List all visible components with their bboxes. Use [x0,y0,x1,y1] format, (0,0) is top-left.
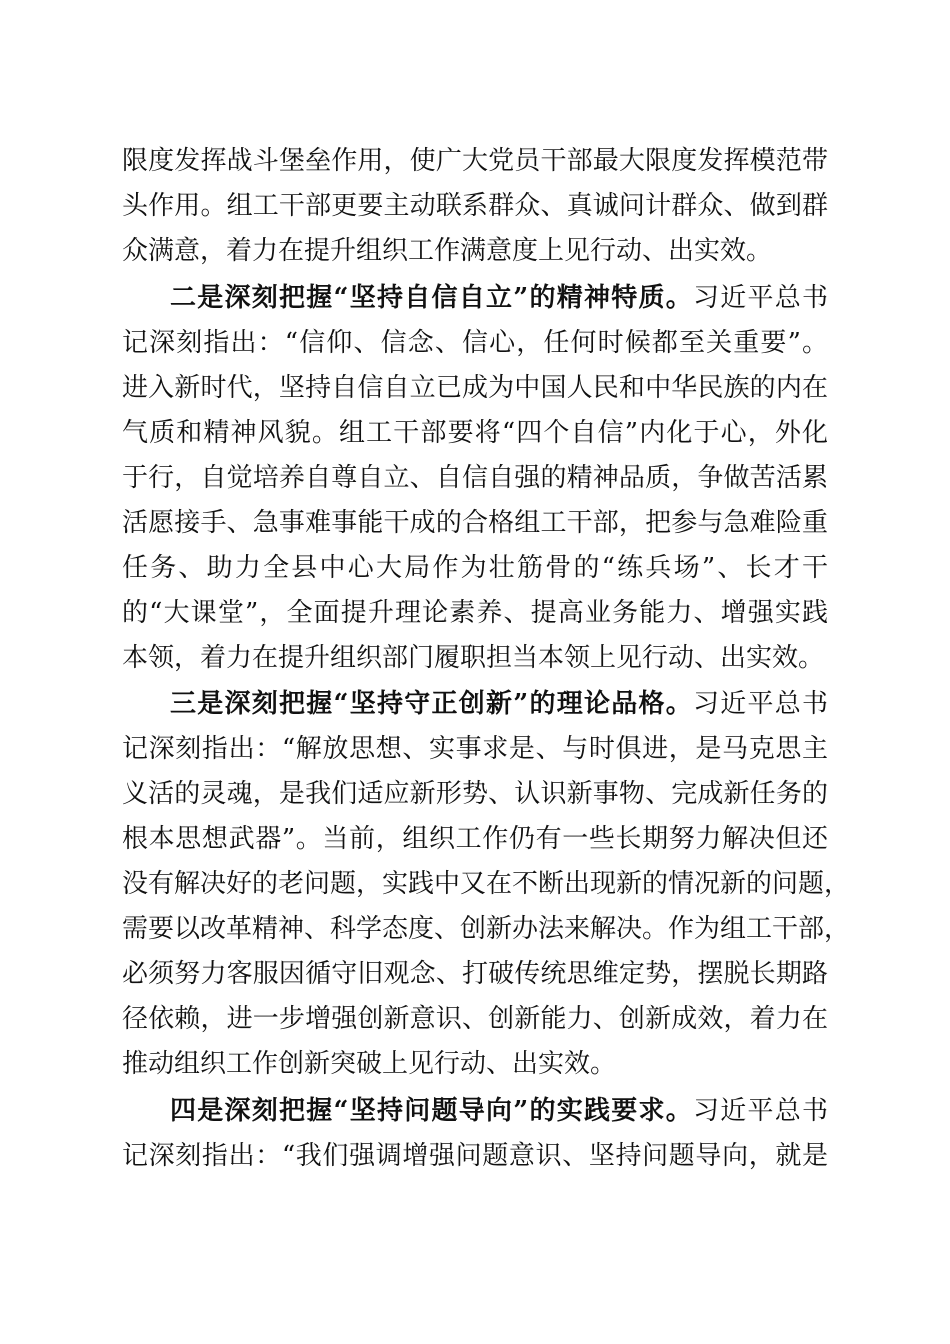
paragraph-first-line [170,686,828,722]
text-line: 本领，着力在提升组织部门履职担当本领上见行动、出实效。 [122,643,825,673]
paragraph-heading: 四是深刻把握“坚持问题导向”的实践要求。 [170,1096,693,1126]
text-line: 必须努力客服因循守旧观念、打破传统思维定势，摆脱长期路 [122,959,828,989]
text-line: 义活的灵魂，是我们适应新形势、认识新事物、完成新任务的 [122,779,828,809]
text-line: 记深刻指出：“解放思想、实事求是、与时俱进，是马克思主 [122,734,828,764]
text-line: 记深刻指出：“信仰、信念、信心，任何时候都至关重要”。 [122,328,828,358]
text-line: 径依赖，进一步增强创新意识、创新能力、创新成效，着力在 [122,1004,828,1034]
text-line: 需要以改革精神、科学态度、创新办法来解决。作为组工干部， [122,914,851,944]
text-line: 没有解决好的老问题，实践中又在不断出现新的情况新的问题， [122,869,851,899]
text-line: 活愿接手、急事难事能干成的合格组工干部，把参与急难险重 [122,508,828,538]
text-line: 记深刻指出：“我们强调增强问题意识、坚持问题导向，就是 [122,1141,828,1171]
text-line: 众满意，着力在提升组织工作满意度上见行动、出实效。 [122,236,773,266]
text-line: 头作用。组工干部更要主动联系群众、真诚问计群众、做到群 [122,191,828,221]
text-line: 的“大课堂”，全面提升理论素养、提高业务能力、增强实践 [122,598,828,628]
paragraph-first-line [170,1093,828,1129]
paragraph-heading: 三是深刻把握“坚持守正创新”的理论品格。 [170,689,693,719]
text-line: 于行，自觉培养自尊自立、自信自强的精神品质，争做苦活累 [122,463,828,493]
paragraph-lead: 习近平总书 [692,1096,828,1126]
text-line: 根本思想武器”。当前，组织工作仍有一些长期努力解决但还 [122,824,828,854]
text-line: 气质和精神风貌。组工干部要将“四个自信”内化于心，外化 [122,418,828,448]
paragraph-lead: 习近平总书 [692,283,828,313]
text-line: 任务、助力全县中心大局作为壮筋骨的“练兵场”、长才干 [122,553,828,583]
text-line: 推动组织工作创新突破上见行动、出实效。 [122,1049,617,1079]
text-line: 进入新时代，坚持自信自立已成为中国人民和中华民族的内在 [122,373,828,403]
paragraph-heading: 二是深刻把握“坚持自信自立”的精神特质。 [170,283,693,313]
text-line: 限度发挥战斗堡垒作用，使广大党员干部最大限度发挥模范带 [122,146,828,176]
paragraph-first-line [170,280,828,316]
paragraph-lead: 习近平总书 [692,689,828,719]
